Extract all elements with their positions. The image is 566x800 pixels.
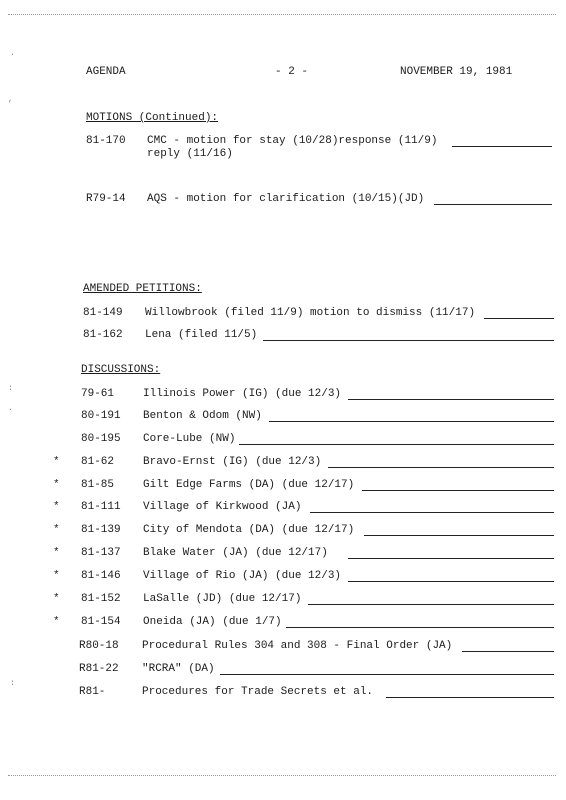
scan-speck: .	[10, 49, 15, 58]
motion-number: R79-14	[86, 193, 126, 205]
discussion-blank-line	[348, 558, 554, 559]
discussion-number: 80-191	[81, 410, 121, 422]
discussion-blank-line	[348, 581, 554, 582]
discussion-text: City of Mendota (DA) (due 12/17)	[143, 524, 355, 536]
discussion-blank-line	[286, 627, 554, 628]
discussion-text: Procedures for Trade Secrets et al.	[142, 686, 374, 698]
discussion-number: 79-61	[81, 388, 115, 400]
scan-noise-top	[8, 14, 556, 16]
discussion-blank-line	[362, 490, 554, 491]
priority-star: *	[53, 616, 60, 628]
discussion-text: Gilt Edge Farms (DA) (due 12/17)	[143, 479, 355, 491]
discussion-text: Procedural Rules 304 and 308 - Final Order (JA)	[142, 640, 453, 652]
petition-number: 81-149	[83, 307, 123, 319]
priority-star: *	[53, 593, 60, 605]
petition-blank-line	[484, 318, 554, 319]
discussion-blank-line	[239, 444, 554, 445]
discussion-blank-line	[308, 604, 554, 605]
discussion-text: LaSalle (JD) (due 12/17)	[143, 593, 302, 605]
discussion-blank-line	[269, 421, 554, 422]
scan-speck: ,	[8, 95, 13, 104]
priority-star: *	[53, 570, 60, 582]
discussion-number: 81-85	[81, 479, 115, 491]
discussions-heading: DISCUSSIONS:	[81, 364, 161, 376]
discussion-number: 80-195	[81, 433, 121, 445]
motion-blank-line	[434, 204, 552, 205]
petition-text: Willowbrook (filed 11/9) motion to dismiss (11/17)	[145, 307, 476, 319]
discussion-text: Bravo-Ernst (IG) (due 12/3)	[143, 456, 322, 468]
discussion-text: "RCRA" (DA)	[142, 663, 215, 675]
discussion-number: 81-62	[81, 456, 115, 468]
discussion-text: Oneida (JA) (due 1/7)	[143, 616, 282, 628]
discussion-blank-line	[364, 535, 554, 536]
discussion-number: 81-137	[81, 547, 121, 559]
scan-speck: :	[8, 384, 13, 393]
page-number: - 2 -	[275, 66, 309, 78]
discussion-text: Illinois Power (IG) (due 12/3)	[143, 388, 342, 400]
discussion-number: 81-154	[81, 616, 121, 628]
petition-text: Lena (filed 11/5)	[145, 329, 258, 341]
discussion-blank-line	[348, 399, 554, 400]
motion-subtext: reply (11/16)	[147, 148, 233, 160]
motion-number: 81-170	[86, 135, 126, 147]
discussion-number: R81-22	[79, 663, 119, 675]
priority-star: *	[53, 547, 60, 559]
priority-star: *	[53, 456, 60, 468]
petition-blank-line	[263, 340, 554, 341]
discussion-number: 81-152	[81, 593, 121, 605]
scan-speck: :	[10, 679, 15, 688]
scan-noise-bottom	[8, 775, 556, 777]
discussion-text: Blake Water (JA) (due 12/17)	[143, 547, 328, 559]
discussion-text: Benton & Odom (NW)	[143, 410, 262, 422]
discussion-number: R81-	[79, 686, 106, 698]
discussion-text: Core-Lube (NW)	[143, 433, 236, 445]
discussion-text: Village of Kirkwood (JA)	[143, 501, 302, 513]
discussion-number: 81-111	[81, 501, 121, 513]
discussion-number: 81-146	[81, 570, 121, 582]
discussion-blank-line	[310, 512, 554, 513]
header-agenda: AGENDA	[86, 66, 126, 78]
priority-star: *	[53, 479, 60, 491]
motion-text: CMC - motion for stay (10/28)response (11/9)	[147, 135, 438, 147]
motion-blank-line	[452, 146, 552, 147]
header-date: NOVEMBER 19, 1981	[400, 66, 513, 78]
motion-text: AQS - motion for clarification (10/15)(JD)	[147, 193, 425, 205]
discussion-blank-line	[220, 674, 554, 675]
priority-star: *	[53, 524, 60, 536]
amended-heading: AMENDED PETITIONS:	[83, 283, 202, 295]
scan-speck: .	[8, 404, 13, 413]
discussion-blank-line	[328, 467, 554, 468]
motions-heading: MOTIONS (Continued):	[86, 112, 219, 124]
discussion-text: Village of Rio (JA) (due 12/3)	[143, 570, 342, 582]
discussion-number: R80-18	[79, 640, 119, 652]
priority-star: *	[53, 501, 60, 513]
petition-number: 81-162	[83, 329, 123, 341]
discussion-blank-line	[462, 651, 554, 652]
discussion-number: 81-139	[81, 524, 121, 536]
discussion-blank-line	[386, 697, 554, 698]
